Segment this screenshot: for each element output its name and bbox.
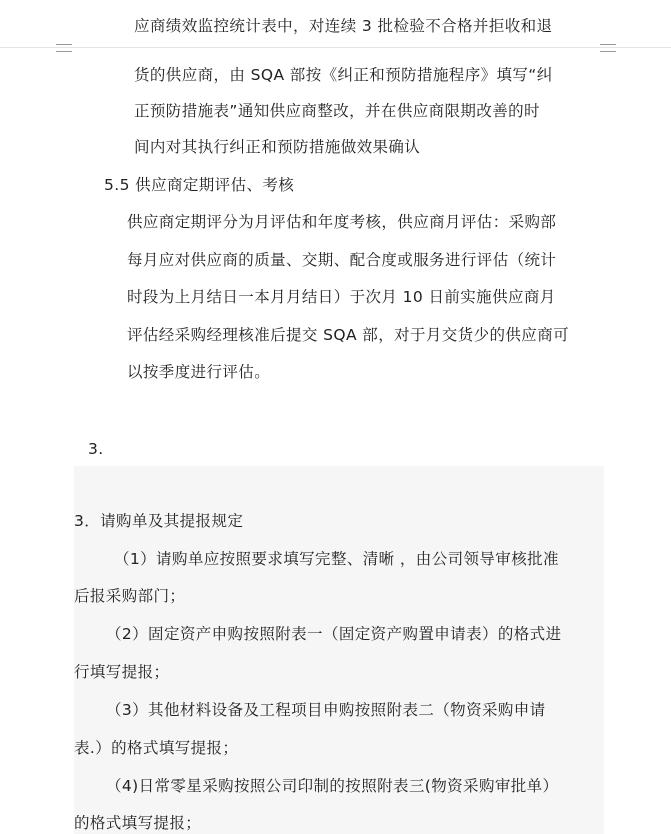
- list-item-line: 表.）的格式填写提报；: [74, 739, 239, 757]
- list-item-line: 行填写提报；: [74, 663, 170, 681]
- list-item-line: （4)日常零星采购按照公司印制的按照附表三(物资采购审批单）: [106, 777, 559, 795]
- list-number: 3.: [88, 440, 104, 458]
- paragraph-line: 评估经采购经理核准后提交 SQA 部，对于月交货少的供应商可: [127, 326, 569, 344]
- page-corner-mark-left: [56, 44, 72, 52]
- page-corner-mark-right: [600, 44, 616, 52]
- paragraph-line: 以按季度进行评估。: [127, 363, 271, 381]
- list-item-line: 的格式填写提报；: [74, 814, 202, 832]
- list-item-line: （1）请购单应按照要求填写完整、清晰 ，由公司领导审核批准: [114, 550, 559, 568]
- list-item-line: 后报采购部门；: [74, 587, 186, 605]
- section-heading: 5.5 供应商定期评估、考核: [104, 176, 295, 194]
- paragraph-line: 正预防措施表”通知供应商整改，并在供应商限期改善的时: [134, 102, 540, 120]
- list-item-line: （3）其他材料设备及工程项目申购按照附表二（物资采购申请: [106, 701, 546, 719]
- paragraph-line: 每月应对供应商的质量、交期、配合度或服务进行评估（统计: [127, 251, 557, 269]
- list-item-line: （2）固定资产申购按照附表一（固定资产购置申请表）的格式进: [106, 625, 562, 643]
- paragraph-line: 时段为上月结日一本月月结日）于次月 10 日前实施供应商月: [127, 288, 556, 306]
- paragraph-line: 间内对其执行纠正和预防措施做效果确认: [134, 138, 421, 156]
- paragraph-line: 应商绩效监控统计表中，对连续 3 批检验不合格并拒收和退: [134, 17, 553, 35]
- page-break-line: [0, 47, 671, 48]
- paragraph-line: 货的供应商，由 SQA 部按《纠正和预防措施程序》填写“纠: [134, 66, 553, 84]
- section-heading: 3．请购单及其提报规定: [74, 512, 244, 530]
- paragraph-line: 供应商定期评分为月评估和年度考核，供应商月评估：采购部: [127, 213, 557, 231]
